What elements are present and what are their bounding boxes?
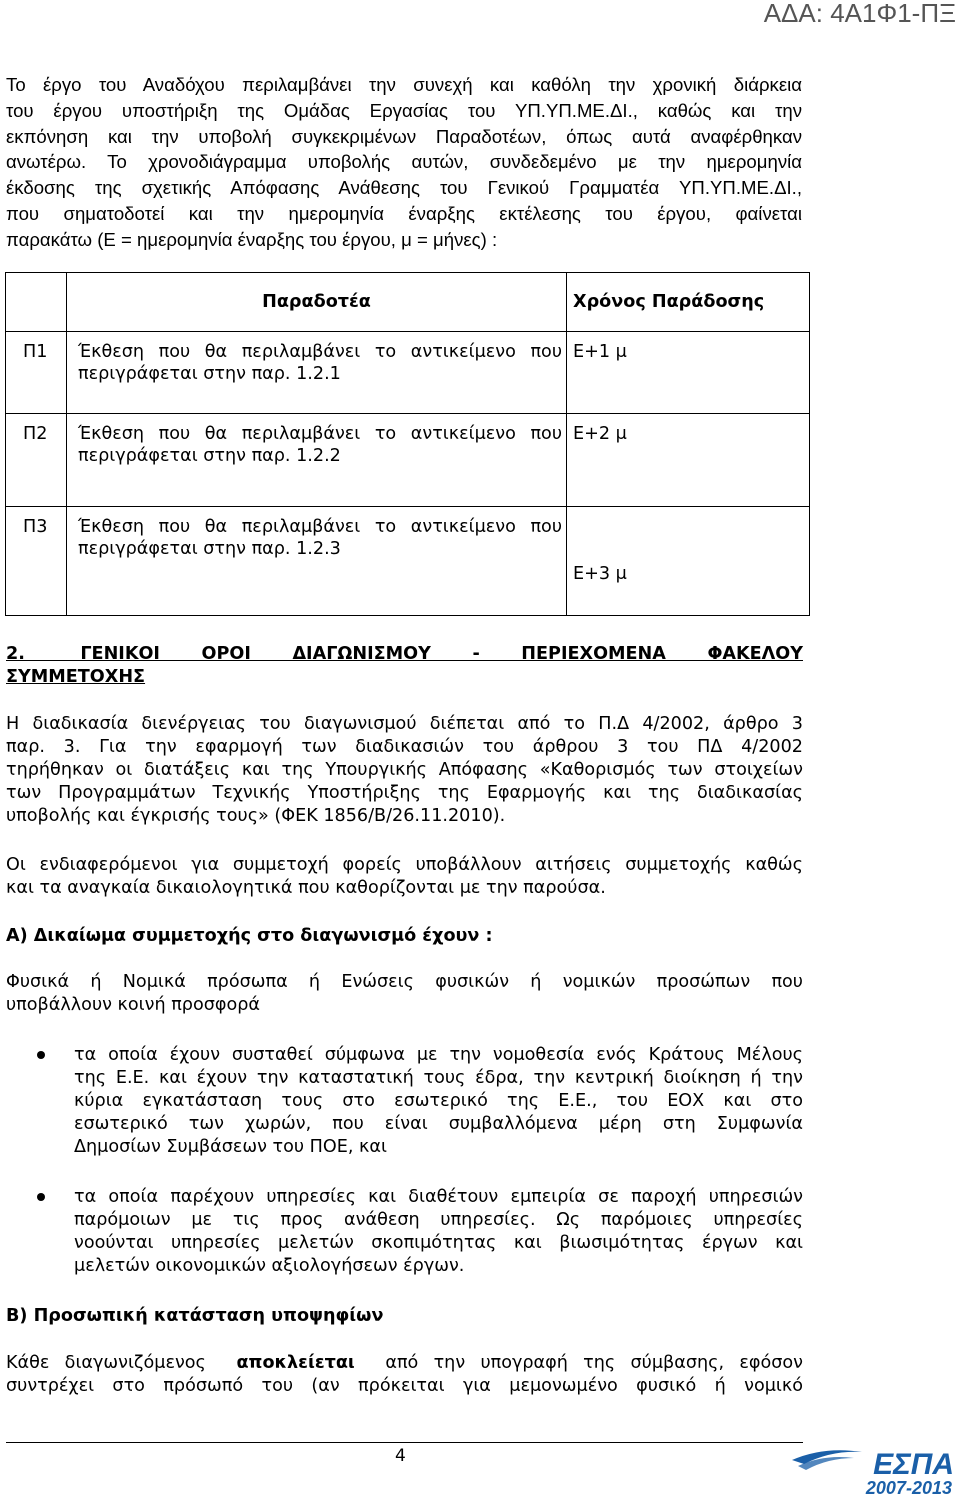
description-line: περιγράφεται στην παρ. 1.2.1: [78, 364, 341, 384]
text-line: Το έργο του Αναδόχου περιλαμβάνει την συνεχή και καθόλη την χρονική διάρκεια: [6, 74, 802, 95]
bullet-icon: [37, 1193, 45, 1201]
text-line: νοούνται υπηρεσίες μελετών σκοπιμότητας και βιωσιμότητας έργων και: [74, 1233, 803, 1253]
text-line: συντρέχει στο πρόσωπό του (αν πρόκειται για μεμονωμένο φυσικό ή νομικό: [6, 1376, 803, 1396]
section-a-intro: [6, 971, 803, 1017]
espa-logo: [784, 1444, 956, 1496]
text-line: εκπόνηση και την υποβολή συγκεκριμένων Παραδοτέων, όπως αυτά αναφέρθηκαν: [6, 125, 802, 147]
table-row: [6, 414, 810, 507]
text-line: του έργου υποστήριξη της Ομάδας Εργασίας του ΥΠ.ΥΠ.ΜΕ.ΔΙ., καθώς και την: [6, 99, 802, 121]
text-line: εσωτερικό των χωρών, που είναι συμβαλλόμενα μέρη στη Συμφωνία: [74, 1114, 803, 1134]
section-2-paragraph-2: [6, 854, 803, 900]
list-item: [0, 1186, 803, 1278]
text-line: Οι ενδιαφερόμενοι για συμμετοχή φορείς υποβάλλουν αιτήσεις συμμετοχής καθώς: [6, 855, 803, 875]
section-a-title: Α) Δικαίωμα συμμετοχής στο διαγωνισμό έχουν :: [6, 926, 493, 946]
header-delivery-time: Χρόνος Παράδοσης: [567, 273, 810, 332]
title-text: 2. ΓΕΝΙΚΟΙ ΟΡΟΙ ΔΙΑΓΩΝΙΣΜΟΥ - ΠΕΡΙΕΧΟΜΕΝΑ ΦΑΚΕΛΟΥ: [6, 644, 803, 664]
page-number: 4: [395, 1446, 406, 1466]
bullet-icon: [37, 1051, 45, 1059]
emphasis-text: αποκλείεται: [236, 1353, 355, 1373]
text-line: κύρια εγκατάσταση τους στο εσωτερικό της Ε.Ε., του ΕΟΧ και στο: [74, 1091, 803, 1111]
description-line: Έκθεση που θα περιλαμβάνει το αντικείμενο που: [78, 342, 562, 362]
deliverable-code: Π1: [6, 332, 67, 414]
deliverable-description: [67, 414, 567, 507]
section-b-title: Β) Προσωπική κατάσταση υποψηφίων: [6, 1306, 384, 1326]
text-line: των Προγραμμάτων Τεχνικής Υποστήριξης της Εφαρμογής και της διαδικασίας: [6, 783, 803, 803]
text-line: υποβάλλουν κοινή προσφορά: [6, 995, 261, 1015]
description-line: περιγράφεται στην παρ. 1.2.2: [78, 446, 341, 466]
deliverables-table: [5, 272, 810, 616]
text-line: που σηματοδοτεί και την ημερομηνία έναρξης εκτέλεσης του έργου, φαίνεται: [6, 202, 802, 224]
text-line: παρόμοιων με τις προς ανάθεση υπηρεσίες. Ως παρόμοιες υπηρεσίες: [74, 1210, 803, 1230]
deliverable-description: [67, 332, 567, 414]
deliverable-code: Π2: [6, 414, 67, 507]
section-2-title: [6, 643, 803, 689]
title-line: [6, 643, 803, 666]
logo-years: 2007-2013: [865, 1478, 952, 1496]
logo-swoosh: [792, 1450, 862, 1464]
table-header-row: [6, 273, 810, 332]
ada-code: ΑΔΑ: 4Α1Φ1-ΠΞ: [763, 0, 956, 28]
header-deliverables: Παραδοτέα: [67, 273, 567, 332]
text-line: παρακάτω (Ε = ημερομηνία έναρξης του έργου, μ = μήνες) :: [6, 228, 498, 250]
section-b-paragraph: [6, 1352, 803, 1398]
table-row: [6, 507, 810, 616]
text-line: Δημοσίων Συμβάσεων του ΠΟΕ, και: [74, 1137, 387, 1157]
text-line: της Ε.Ε. και έχουν την καταστατική τους έδρα, την κεντρική διοίκηση ή την: [74, 1068, 803, 1088]
text-line: υποβολής και έγκρισής τους» (ΦΕΚ 1856/Β/26.11.2010).: [6, 806, 506, 826]
deliverable-code: Π3: [6, 507, 67, 616]
text-line: παρ. 3. Για την εφαρμογή των διαδικασιών του άρθρου 3 του ΠΔ 4/2002: [6, 737, 803, 757]
table-row: [6, 332, 810, 414]
delivery-time: Ε+1 μ: [567, 332, 810, 414]
logo-text: ΕΣΠΑ: [873, 1448, 954, 1481]
delivery-time: Ε+2 μ: [567, 414, 810, 507]
list-item: [0, 1044, 803, 1159]
text-line: τηρήθηκαν οι διατάξεις και της Υπουργικής Απόφασης «Καθορισμός των στοιχείων: [6, 760, 803, 780]
text-line: τα οποία παρέχουν υπηρεσίες και διαθέτουν εμπειρία σε παροχή υπηρεσιών: [74, 1187, 803, 1207]
delivery-time: Ε+3 μ: [567, 507, 810, 616]
text-segment: Κάθε διαγωνιζόμενος: [6, 1353, 206, 1373]
section-2-paragraph-1: [6, 713, 803, 828]
text-line: και τα αναγκαία δικαιολογητικά που καθορίζονται με την παρούσα.: [6, 878, 606, 898]
text-line: Η διαδικασία διενέργειας του διαγωνισμού διέπεται από το Π.Δ 4/2002, άρθρο 3: [6, 714, 803, 734]
text-line: τα οποία έχουν συσταθεί σύμφωνα με την νομοθεσία ενός Κράτους Μέλους: [74, 1045, 803, 1065]
text-line: ανωτέρω. Το χρονοδιάγραμμα υποβολής αυτών, συνδεδεμένο με την ημερομηνία: [6, 151, 802, 173]
text-line: Φυσικά ή Νομικά πρόσωπα ή Ενώσεις φυσικών ή νομικών προσώπων που: [6, 972, 803, 992]
text-line: [6, 1352, 803, 1375]
description-line: περιγράφεται στην παρ. 1.2.3: [78, 539, 341, 559]
title-line: [6, 666, 803, 689]
text-line: μελετών οικονομικών αξιολογήσεων έργων.: [74, 1256, 465, 1276]
text-line: έκδοσης της σχετικής Απόφασης Ανάθεσης του Γενικού Γραμματέα ΥΠ.ΥΠ.ΜΕ.ΔΙ.,: [6, 177, 802, 199]
title-text: ΣΥΜΜΕΤΟΧΗΣ: [6, 667, 146, 687]
description-line: Έκθεση που θα περιλαμβάνει το αντικείμενο που: [78, 517, 562, 537]
intro-paragraph: [6, 72, 802, 253]
text-segment: από την υπογραφή της σύμβασης, εφόσον: [385, 1353, 804, 1373]
description-line: Έκθεση που θα περιλαμβάνει το αντικείμενο που: [78, 424, 562, 444]
deliverable-description: [67, 507, 567, 616]
footer-divider: [6, 1442, 803, 1443]
eligibility-list: [0, 1044, 803, 1278]
header-code: [6, 273, 67, 332]
